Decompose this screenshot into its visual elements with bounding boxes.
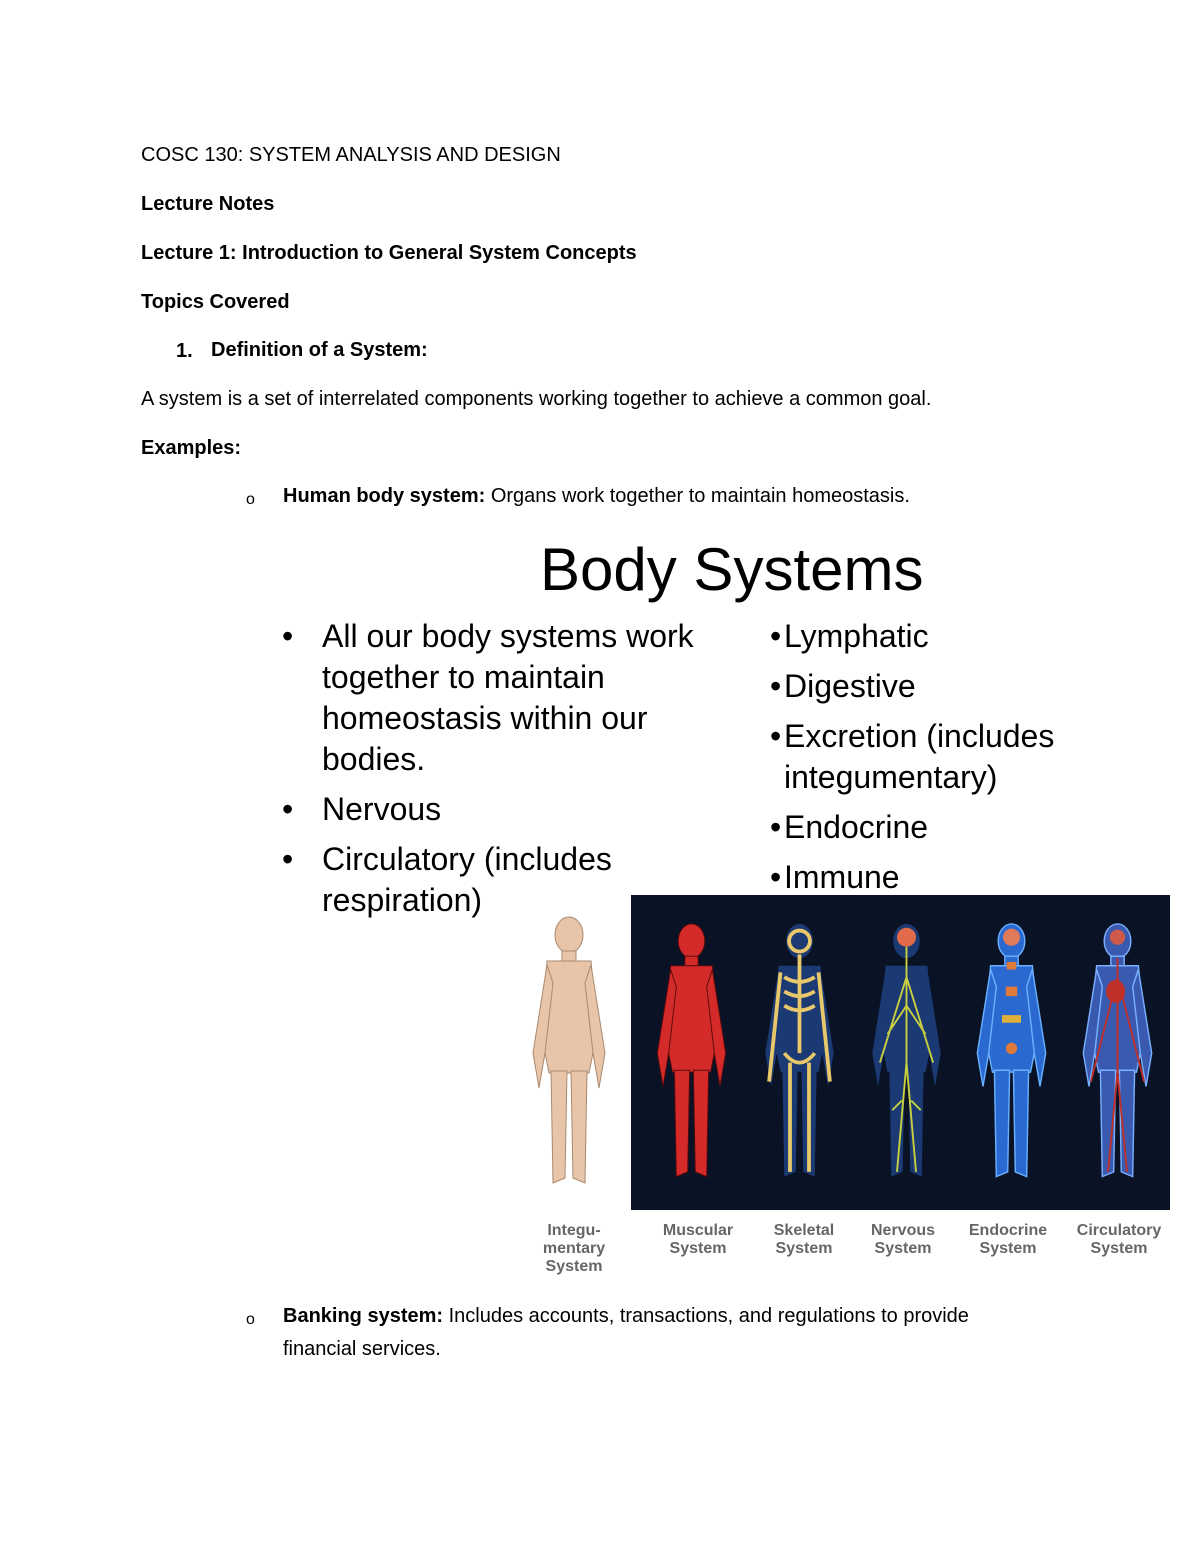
sub-bullet-icon: o [246,1311,255,1328]
figure-caption: Circulatory System [1076,1222,1162,1257]
slide-list-item: • Lymphatic [770,616,1170,657]
muscular-figure-icon [644,913,739,1198]
lecture-title: Lecture 1: Introduction to General System Concepts [141,242,637,264]
figure-caption: Muscular System [662,1222,734,1257]
example-text: Organs work together to maintain homeostasis. [485,485,910,507]
slide-list-item: • Digestive [770,666,1170,707]
figure-caption: Integu- mentary System [542,1222,606,1275]
figure-caption: Nervous System [870,1222,936,1257]
nervous-figure-icon [859,913,954,1198]
slide-title: Body Systems [540,536,924,603]
sub-bullet-icon: o [246,491,255,508]
slide-list-item: • All our body systems work together to maintain homeostasis within our bodies. [282,616,722,780]
slide-list-item: • Circulatory (includes respiration) [282,839,722,921]
slide-list-item: • Excretion (includes integumentary) [770,716,1170,798]
course-title: COSC 130: SYSTEM ANALYSIS AND DESIGN [141,144,561,166]
notes-label: Lecture Notes [141,193,275,215]
endocrine-figure-icon [964,913,1059,1198]
person-shape [533,917,605,1183]
skeletal-figure-icon [752,913,847,1198]
circulatory-figure-icon [1070,913,1165,1198]
topics-label: Topics Covered [141,291,290,313]
slide-left-list [282,616,722,930]
example-term: Banking system: [283,1305,444,1327]
slide-right-list [770,616,1170,907]
section-number: 1. [176,340,193,362]
slide-list-item: • Nervous [282,789,722,830]
integumentary-figure-icon [519,913,619,1198]
example-human-body [283,480,1043,513]
body-systems-figure [517,895,1170,1281]
example-term: Human body system: [283,485,486,507]
section-heading: Definition of a System: [211,339,428,361]
definition-text: A system is a set of interrelated components working together to achieve a common goal. [141,388,932,410]
slide-list-item: • Immune [770,857,1170,898]
example-banking [283,1300,1043,1366]
body-systems-slide [260,530,1170,1282]
examples-label: Examples: [141,437,242,459]
example-text: Includes accounts, transactions, and regulations to provide financial services. [283,1305,969,1360]
slide-list-item: • Endocrine [770,807,1170,848]
figure-caption: Skeletal System [773,1222,835,1257]
figure-caption: Endocrine System [968,1222,1048,1257]
